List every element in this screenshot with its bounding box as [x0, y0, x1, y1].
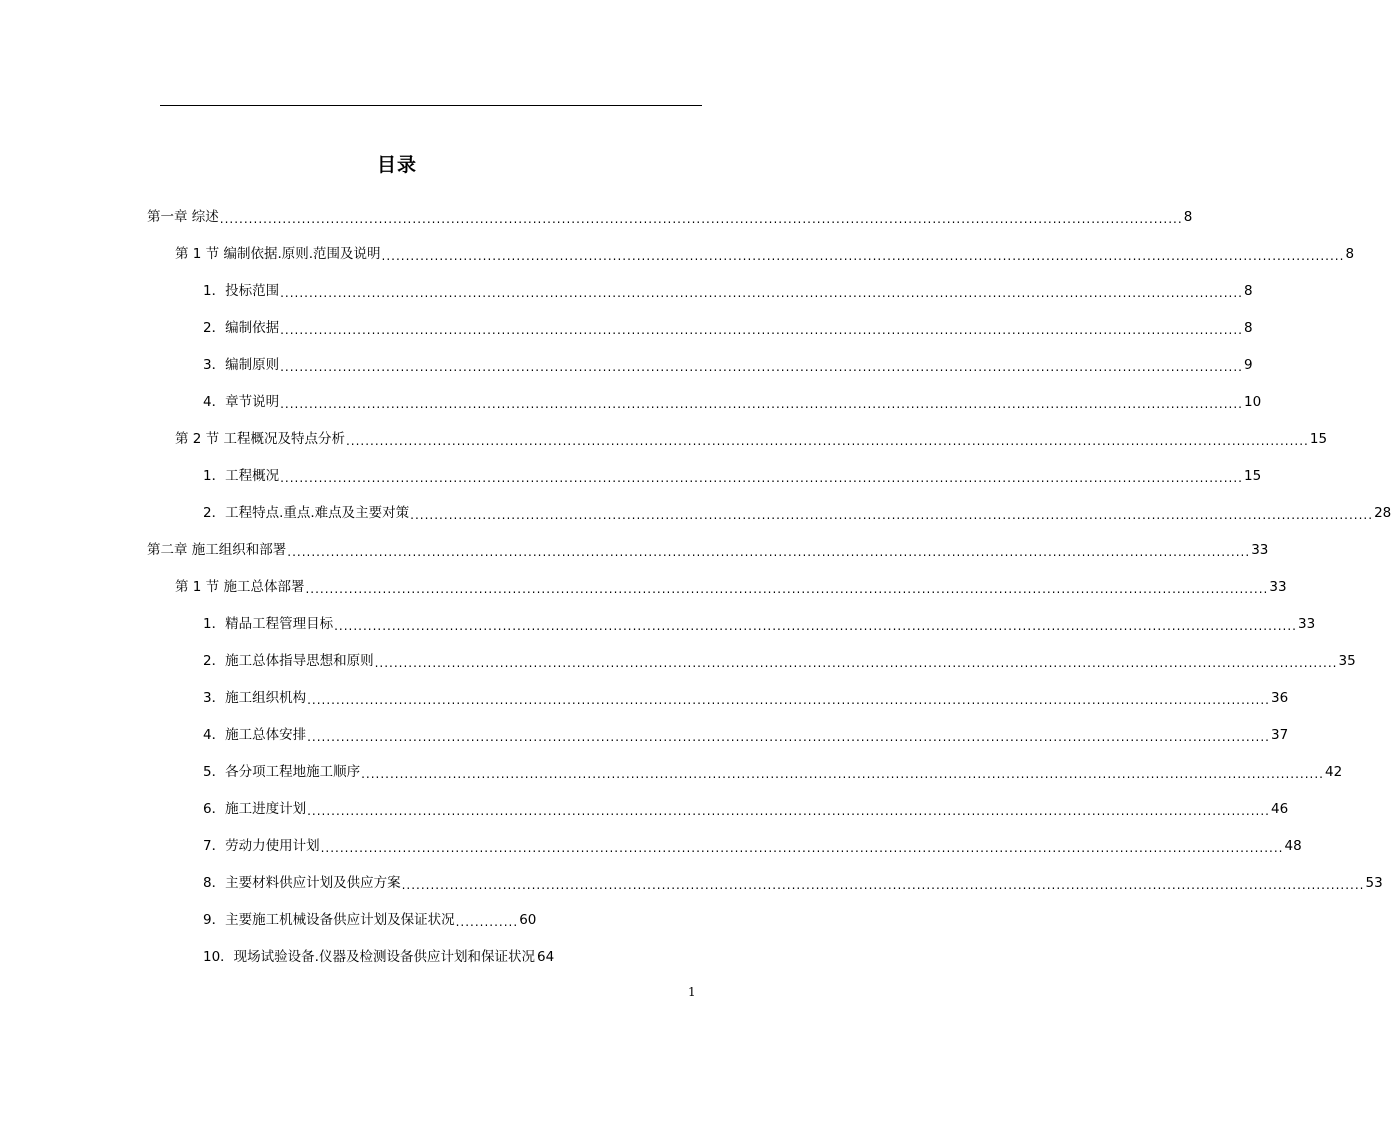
toc-leader: ........................................................................................................................................................................................................ [305, 582, 1269, 596]
toc-entry[interactable] [175, 575, 1287, 599]
toc-leader: ........................................................................................................................................................................................................ [345, 434, 1309, 448]
toc-entry-label: 1．精品工程管理目标 [203, 616, 334, 632]
toc-entry-page: 46 [1270, 801, 1289, 817]
toc-leader: ........................................................................................................................................................................................................ [410, 508, 1374, 522]
toc-leader: ........................................................................................................................................................................................................ [280, 360, 1243, 374]
toc-entry-page: 8 [1345, 246, 1355, 262]
toc-entry-page: 37 [1270, 727, 1289, 743]
toc-entry[interactable] [203, 797, 1289, 821]
toc-entry[interactable] [203, 834, 1302, 858]
toc-leader: ........................................................................................................................................................................................................ [361, 767, 1324, 781]
toc-title: 目录 [376, 154, 417, 176]
toc-entry-page: 10 [1243, 394, 1262, 410]
toc-entry-label: 6．施工进度计划 [203, 801, 307, 817]
toc-entry-label: 9．主要施工机械设备供应计划及保证状况 [203, 912, 455, 928]
toc-entry-label: 第 2 节 工程概况及特点分析 [175, 431, 345, 447]
toc-entry-label: 5．各分项工程地施工顺序 [203, 764, 361, 780]
toc-leader: ........................................................................................................................................................................................................ [320, 841, 1284, 855]
toc-entry[interactable] [203, 316, 1253, 340]
page-number: 1 [688, 985, 696, 999]
toc-leader: ........................................................................................................................................................................................................ [381, 249, 1345, 263]
toc-leader: ........................................................................................................................................................................................................ [219, 212, 1183, 226]
toc-entry[interactable] [203, 501, 1391, 525]
toc-entry-label: 2．施工总体指导思想和原则 [203, 653, 374, 669]
toc-entry-label: 第 1 节 编制依据.原则.范围及说明 [175, 246, 381, 262]
toc-leader: ........................................................................................................................................................................................................ [307, 730, 1270, 744]
toc-leader: ........................................................................................................................................................................................................ [374, 656, 1338, 670]
toc-leader: ........................................................................................................................................................................................................ [280, 397, 1243, 411]
toc-entry[interactable] [203, 723, 1289, 747]
toc-entry-label: 2．工程特点.重点.难点及主要对策 [203, 505, 410, 521]
toc-entry[interactable] [203, 649, 1356, 673]
toc-entry[interactable] [203, 908, 713, 932]
toc-entry[interactable] [203, 353, 1253, 377]
toc-entry[interactable] [203, 686, 1289, 710]
toc-entry[interactable] [203, 390, 1262, 414]
toc-leader: ............. [455, 915, 519, 929]
toc-entry[interactable] [147, 538, 1269, 562]
toc-leader: ........................................................................................................................................................................................................ [280, 286, 1243, 300]
toc-entry-label: 4．施工总体安排 [203, 727, 307, 743]
toc-entry-page: 8 [1243, 283, 1253, 299]
toc-entry-page: 28 [1374, 505, 1391, 521]
toc-entry-page: 9 [1243, 357, 1253, 373]
toc-entry-label: 第一章 综述 [147, 209, 219, 225]
toc-entry[interactable] [203, 279, 1253, 303]
toc-entry-page: 53 [1365, 875, 1383, 891]
toc-entry[interactable] [203, 612, 1316, 636]
toc-entry-label: 7．劳动力使用计划 [203, 838, 320, 854]
toc-entry[interactable] [203, 760, 1343, 784]
toc-entry-label: 第二章 施工组织和部署 [147, 542, 287, 558]
toc-entry-page: 8 [1243, 320, 1253, 336]
toc-entry-page: 15 [1309, 431, 1328, 447]
toc-entry[interactable] [203, 464, 1262, 488]
toc-entry-page: 42 [1324, 764, 1343, 780]
toc-entry-page: 15 [1243, 468, 1262, 484]
toc-entry-page: 60 [519, 912, 537, 928]
toc-entry-page: 36 [1270, 690, 1289, 706]
toc-entry-label: 3．编制原则 [203, 357, 280, 373]
toc-entry-label: 8．主要材料供应计划及供应方案 [203, 875, 401, 891]
toc-entry-label: 3．施工组织机构 [203, 690, 307, 706]
toc-leader: ........................................................................................................................................................................................................ [307, 693, 1270, 707]
toc-entry[interactable] [203, 871, 1383, 895]
toc-entry[interactable] [147, 205, 1193, 229]
toc-entry-label: 4．章节说明 [203, 394, 280, 410]
toc-entry-label: 1．投标范围 [203, 283, 280, 299]
toc-entry[interactable] [175, 427, 1328, 451]
toc-leader: ........................................................................................................................................................................................................ [334, 619, 1297, 633]
toc-entry-page: 33 [1297, 616, 1316, 632]
toc-entry-page: 48 [1284, 838, 1302, 854]
toc-entry-label: 第 1 节 施工总体部署 [175, 579, 305, 595]
toc-entry-page: 64 [536, 949, 555, 965]
toc-entry-label: 2．编制依据 [203, 320, 280, 336]
toc-leader: ........................................................................................................................................................................................................ [307, 804, 1270, 818]
toc-entry-page: 35 [1338, 653, 1356, 669]
toc-leader: ........................................................................................................................................................................................................ [287, 545, 1251, 559]
toc-entry-page: 33 [1269, 579, 1287, 595]
toc-leader: ........................................................................................................................................................................................................ [280, 323, 1243, 337]
toc-entry-page: 8 [1183, 209, 1193, 225]
toc-entry-label: 10．现场试验设备.仪器及检测设备供应计划和保证状况 [203, 949, 535, 965]
toc-entry[interactable] [203, 945, 713, 969]
toc-leader: ........................................................................................................................................................................................................ [280, 471, 1243, 485]
toc-entry-page: 33 [1251, 542, 1269, 558]
toc-entry-label: 1．工程概况 [203, 468, 280, 484]
toc-entry[interactable] [175, 242, 1355, 266]
toc-leader: ........................................................................................................................................................................................................ [401, 878, 1365, 892]
